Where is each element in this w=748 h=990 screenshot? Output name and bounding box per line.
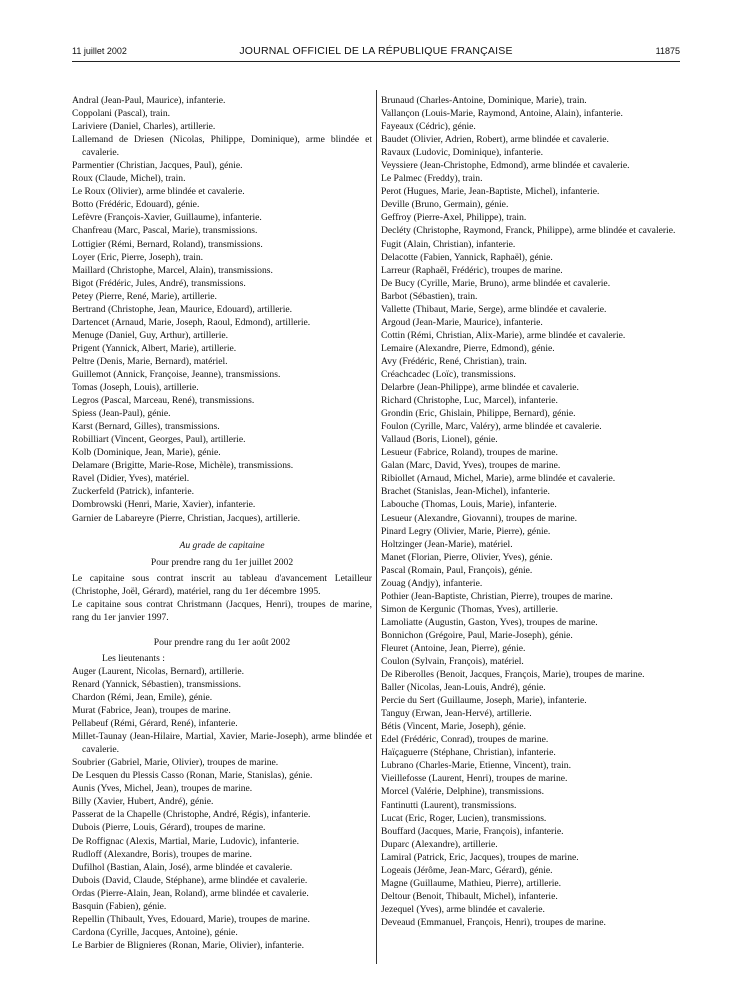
- list-item: Fayeaux (Cédric), génie.: [381, 121, 476, 133]
- list-item: Richard (Christophe, Luc, Marcel), infanterie.: [381, 395, 558, 407]
- left-column: [72, 94, 372, 952]
- list-item: Prigent (Yannick, Albert, Marie), artillerie.: [72, 342, 237, 354]
- promotion-list-top: [72, 94, 372, 525]
- lieutenants-label: Les lieutenants :: [102, 652, 165, 664]
- list-item: Baller (Nicolas, Jean-Louis, André), génie.: [381, 682, 546, 694]
- paragraph-christmann: Le capitaine sous contrat Christmann (Jacques, Henri), troupes de marine, rang du 1er janvier 1997.: [72, 598, 372, 623]
- list-item: Bigot (Frédéric, Jules, André), transmissions.: [72, 277, 246, 289]
- list-item: Deveaud (Emmanuel, François, Henri), troupes de marine.: [381, 916, 606, 928]
- list-item: Deville (Bruno, Germain), génie.: [381, 199, 509, 211]
- list-item: Bétis (Vincent, Marie, Joseph), génie.: [381, 721, 526, 733]
- list-item: Créachcadec (Loïc), transmissions.: [381, 368, 516, 380]
- list-item: Brachet (Stanislas, Jean-Michel), infanterie.: [381, 486, 550, 498]
- list-item: Dubois (Pierre, Louis, Gérard), troupes de marine.: [72, 822, 266, 834]
- list-item: Loyer (Eric, Pierre, Joseph), train.: [72, 251, 204, 263]
- column-divider: [376, 90, 377, 964]
- list-item: Duparc (Alexandre), artillerie.: [381, 838, 498, 850]
- list-item: Lallemand de Driesen (Nicolas, Philippe, Dominique), arme blindée et cavalerie.: [72, 134, 372, 159]
- list-item: Dartencet (Arnaud, Marie, Joseph, Raoul, Edmond), artillerie.: [72, 316, 311, 328]
- list-item: Lefèvre (François-Xavier, Guillaume), infanterie.: [72, 212, 262, 224]
- list-item: Dombrowski (Henri, Marie, Xavier), infanterie.: [72, 499, 256, 511]
- publication-date: 11 juillet 2002: [72, 46, 127, 56]
- list-item: Vallaud (Boris, Lionel), génie.: [381, 434, 498, 446]
- list-item: Deltour (Benoit, Thibault, Michel), infanterie.: [381, 890, 558, 902]
- list-item: Kolb (Dominique, Jean, Marie), génie.: [72, 447, 221, 459]
- list-item: Lesueur (Fabrice, Roland), troupes de marine.: [381, 447, 558, 459]
- list-item: Renard (Yannick, Sébastien), transmissions.: [72, 678, 242, 690]
- list-item: Soubrier (Gabriel, Marie, Olivier), troupes de marine.: [72, 757, 279, 769]
- list-item: De Riberolles (Benoit, Jacques, François, Marie), troupes de marine.: [381, 669, 645, 681]
- list-item: Lesueur (Alexandre, Giovanni), troupes de marine.: [381, 512, 578, 524]
- list-item: Lottigier (Rémi, Bernard, Roland), transmissions.: [72, 238, 263, 250]
- list-item: Vieillefosse (Laurent, Henri), troupes de marine.: [381, 773, 568, 785]
- list-item: Passerat de la Chapelle (Christophe, André, Régis), infanterie.: [72, 809, 311, 821]
- list-item: Le Palmec (Freddy), train.: [381, 173, 483, 185]
- list-item: Roux (Claude, Michel), train.: [72, 173, 186, 185]
- list-item: Perot (Hugues, Marie, Jean-Baptiste, Michel), infanterie.: [381, 186, 600, 198]
- grade-heading: Au grade de capitaine: [179, 539, 265, 551]
- list-item: Lariviere (Daniel, Charles), artillerie.: [72, 121, 216, 133]
- list-item: Fugit (Alain, Christian), infanterie.: [381, 238, 516, 250]
- list-item: Chardon (Rémi, Jean, Emile), génie.: [72, 692, 213, 704]
- list-item: Peltre (Denis, Marie, Bernard), matériel.: [72, 355, 228, 367]
- list-item: Le Roux (Olivier), arme blindée et cavalerie.: [72, 186, 245, 198]
- list-item: Auger (Laurent, Nicolas, Bernard), artillerie.: [72, 665, 245, 677]
- list-item: Ribiollet (Arnaud, Michel, Marie), arme blindée et cavalerie.: [381, 473, 616, 485]
- list-item: Pascal (Romain, Paul, François), génie.: [381, 564, 533, 576]
- list-item: Pellabeuf (Rémi, Gérard, René), infanterie.: [72, 718, 238, 730]
- list-item: Baudet (Olivier, Adrien, Robert), arme blindée et cavalerie.: [381, 134, 609, 146]
- list-item: Magne (Guillaume, Mathieu, Pierre), artillerie.: [381, 877, 562, 889]
- list-item: Repellin (Thibault, Yves, Edouard, Marie), troupes de marine.: [72, 913, 310, 925]
- list-item: Larreur (Raphaël, Frédéric), troupes de marine.: [381, 264, 563, 276]
- list-item: Decléty (Christophe, Raymond, Franck, Philippe), arme blindée et cavalerie.: [381, 225, 676, 237]
- list-item: Jezequel (Yves), arme blindée et cavalerie.: [381, 903, 545, 915]
- list-item: Ordas (Pierre-Alain, Jean, Roland), arme blindée et cavalerie.: [72, 887, 309, 899]
- list-item: Garnier de Labareyre (Pierre, Christian, Jacques), artillerie.: [72, 512, 301, 524]
- list-item: Rudloff (Alexandre, Boris), troupes de marine.: [72, 848, 252, 860]
- list-item: Grondin (Eric, Ghislain, Philippe, Bernard), génie.: [381, 408, 576, 420]
- list-item: Coppolani (Pascal), train.: [72, 108, 171, 120]
- list-item: Brunaud (Charles-Antoine, Dominique, Marie), train.: [381, 95, 587, 106]
- list-item: Holtzinger (Jean-Marie), matériel.: [381, 538, 513, 550]
- list-item: Legros (Pascal, Marceau, René), transmissions.: [72, 395, 255, 407]
- list-item: Vallançon (Louis-Marie, Raymond, Antoine, Alain), infanterie.: [381, 108, 623, 120]
- list-item: Lamiral (Patrick, Eric, Jacques), troupes de marine.: [381, 851, 579, 863]
- list-item: Delamare (Brigitte, Marie-Rose, Michèle), transmissions.: [72, 460, 294, 472]
- list-item: Ravaux (Ludovic, Dominique), infanterie.: [381, 147, 543, 159]
- list-item: Pinard Legry (Olivier, Marie, Pierre), génie.: [381, 525, 551, 537]
- list-item: Morcel (Valérie, Delphine), transmissions.: [381, 786, 545, 798]
- list-item: Labouche (Thomas, Louis, Marie), infanterie.: [381, 499, 557, 511]
- list-item: Maillard (Christophe, Marcel, Alain), transmissions.: [72, 264, 273, 276]
- list-item: Coulon (Sylvain, François), matériel.: [381, 656, 524, 668]
- list-item: Chanfreau (Marc, Pascal, Marie), transmissions.: [72, 225, 258, 237]
- list-item: De Lesquen du Plessis Casso (Ronan, Marie, Stanislas), génie.: [72, 770, 313, 782]
- page-number: 11875: [655, 46, 680, 56]
- list-item: Cardona (Cyrille, Jacques, Antoine), génie.: [72, 926, 238, 938]
- list-item: Lamoliatte (Augustin, Gaston, Yves), troupes de marine.: [381, 616, 598, 628]
- list-item: Simon de Kergunic (Thomas, Yves), artillerie.: [381, 603, 559, 615]
- list-item: Fleuret (Antoine, Jean, Pierre), génie.: [381, 642, 526, 654]
- paragraph-letailleur: Le capitaine sous contrat inscrit au tableau d'avancement Letailleur (Christophe, Joël, Gérard), matériel, rang du 1er décembre 1995.: [72, 572, 372, 597]
- list-item: De Bucy (Cyrille, Marie, Bruno), arme blindée et cavalerie.: [381, 277, 611, 289]
- list-item: Menuge (Daniel, Guy, Arthur), artillerie.: [72, 329, 229, 341]
- list-item: Cottin (Rémi, Christian, Alix-Marie), arme blindée et cavalerie.: [381, 329, 626, 341]
- list-item: De Roffignac (Alexis, Martial, Marie, Ludovic), infanterie.: [72, 835, 300, 847]
- list-item: Pothier (Jean-Baptiste, Christian, Pierre), troupes de marine.: [381, 590, 613, 602]
- list-item: Basquin (Fabien), génie.: [72, 900, 167, 912]
- list-item: Dubois (David, Claude, Stéphane), arme blindée et cavalerie.: [72, 874, 308, 886]
- list-item: Guillemot (Annick, Françoise, Jeanne), transmissions.: [72, 368, 281, 380]
- list-item: Manet (Florian, Pierre, Olivier, Yves), génie.: [381, 551, 553, 563]
- list-item: Ravel (Didier, Yves), matériel.: [72, 473, 190, 485]
- right-column: [381, 94, 681, 929]
- list-item: Fantinutti (Laurent), transmissions.: [381, 799, 517, 811]
- list-item: Petey (Pierre, René, Marie), artillerie.: [72, 290, 217, 302]
- list-item: Avy (Frédéric, René, Christian), train.: [381, 355, 527, 367]
- list-item: Barbot (Sébastien), train.: [381, 290, 478, 302]
- list-item: Lemaire (Alexandre, Pierre, Edmond), génie.: [381, 342, 555, 354]
- list-item: Billy (Xavier, Hubert, André), génie.: [72, 796, 214, 808]
- journal-title: JOURNAL OFFICIEL DE LA RÉPUBLIQUE FRANÇAISE: [239, 45, 513, 57]
- list-item: Zouag (Andjy), infanterie.: [381, 577, 483, 589]
- list-item: Dufilhol (Bastian, Alain, José), arme blindée et cavalerie.: [72, 861, 293, 873]
- list-item: Tanguy (Erwan, Jean-Hervé), artillerie.: [381, 708, 532, 720]
- list-item: Argoud (Jean-Marie, Maurice), infanterie.: [381, 316, 543, 328]
- list-item: Delarbre (Jean-Philippe), arme blindée et cavalerie.: [381, 382, 579, 394]
- list-item: Bonnichon (Grégoire, Paul, Marie-Joseph), génie.: [381, 629, 573, 641]
- list-item: Logeais (Jérôme, Jean-Marc, Gérard), génie.: [381, 864, 553, 876]
- list-item: Geffroy (Pierre-Axel, Philippe), train.: [381, 212, 527, 224]
- list-item: Millet-Taunay (Jean-Hilaire, Martial, Xavier, Marie-Joseph), arme blindée et cavalerie.: [72, 731, 372, 756]
- list-item: Parmentier (Christian, Jacques, Paul), génie.: [72, 160, 243, 172]
- list-item: Andral (Jean-Paul, Maurice), infanterie.: [72, 95, 226, 106]
- promotion-list-lieutenants: [72, 665, 372, 952]
- header-rule: [72, 61, 680, 62]
- list-item: Delacotte (Fabien, Yannick, Raphaël), génie.: [381, 251, 553, 263]
- list-item: Spiess (Jean-Paul), génie.: [72, 408, 171, 420]
- page-header: [72, 44, 680, 60]
- rang-heading-august: Pour prendre rang du 1er août 2002: [153, 636, 291, 648]
- list-item: Zuckerfeld (Patrick), infanterie.: [72, 486, 194, 498]
- list-item: Karst (Bernard, Gilles), transmissions.: [72, 421, 220, 433]
- list-item: Tomas (Joseph, Louis), artillerie.: [72, 382, 199, 394]
- list-item: Percie du Sert (Guillaume, Joseph, Marie), infanterie.: [381, 695, 587, 707]
- list-item: Haïçaguerre (Stéphane, Christian), infanterie.: [381, 747, 556, 759]
- list-item: Aunis (Yves, Michel, Jean), troupes de marine.: [72, 783, 253, 795]
- list-item: Botto (Frédéric, Edouard), génie.: [72, 199, 200, 211]
- list-item: Bertrand (Christophe, Jean, Maurice, Edouard), artillerie.: [72, 303, 293, 315]
- list-item: Bouffard (Jacques, Marie, François), infanterie.: [381, 825, 564, 837]
- list-item: Murat (Fabrice, Jean), troupes de marine.: [72, 705, 231, 717]
- list-item: Foulon (Cyrille, Marc, Valéry), arme blindée et cavalerie.: [381, 421, 602, 433]
- list-item: Galan (Marc, David, Yves), troupes de marine.: [381, 460, 561, 472]
- list-item: Vallette (Thibaut, Marie, Serge), arme blindée et cavalerie.: [381, 303, 607, 315]
- list-item: Veyssiere (Jean-Christophe, Edmond), arme blindée et cavalerie.: [381, 160, 630, 172]
- list-item: Robilliart (Vincent, Georges, Paul), artillerie.: [72, 434, 246, 446]
- list-item: Lucat (Eric, Roger, Lucien), transmissions.: [381, 812, 547, 824]
- list-item: Lubrano (Charles-Marie, Etienne, Vincent), train.: [381, 760, 571, 772]
- promotion-list-right: [381, 94, 681, 929]
- list-item: Edel (Frédéric, Conrad), troupes de marine.: [381, 734, 549, 746]
- list-item: Le Barbier de Blignieres (Ronan, Marie, Olivier), infanterie.: [72, 939, 305, 951]
- rang-heading-july: Pour prendre rang du 1er juillet 2002: [150, 556, 294, 568]
